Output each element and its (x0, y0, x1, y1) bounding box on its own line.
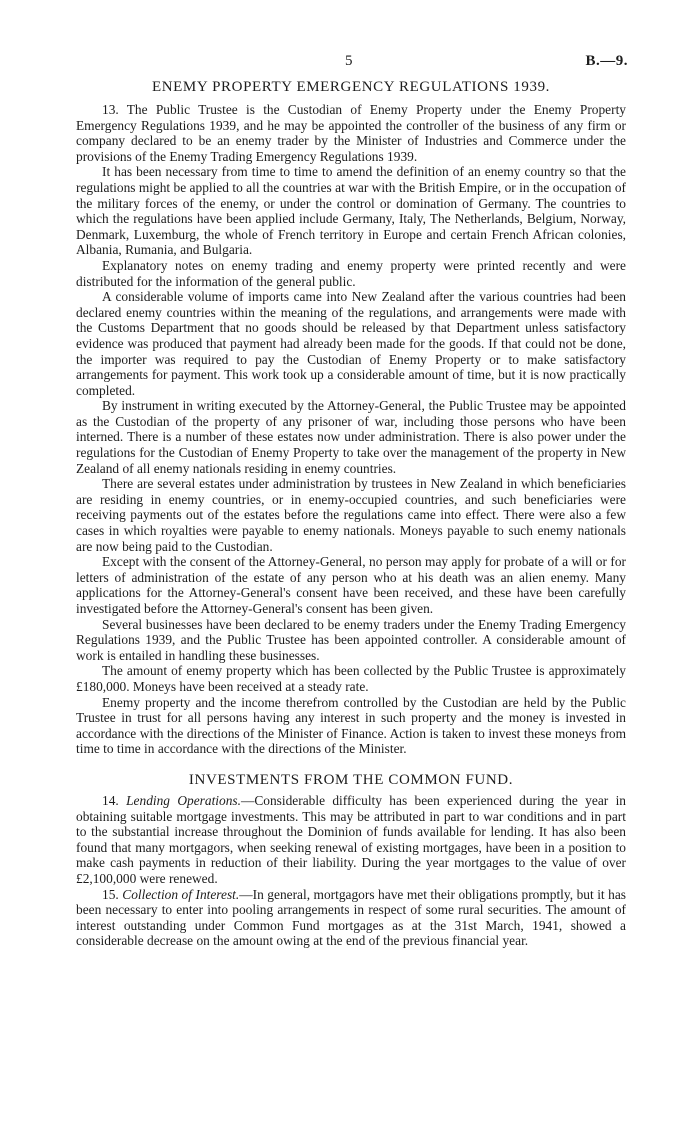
paragraph-beneficiaries: There are several estates under administration by trustees in New Zealand in which beneficiaries are residing in enemy countries, or in enemy-occupied countries, and such beneficiaries were receiving payments out of the estates before the regulations came into effect. There were also a few cases in which royalties were payable to enemy nationals. Moneys payable to such enemy nationals are now being paid to the Custodian. (76, 476, 626, 554)
paragraph-explanatory-notes: Explanatory notes on enemy trading and enemy property were printed recently and were distributed for the information of the general public. (76, 257, 626, 289)
paragraph-attorney-general-consent: Except with the consent of the Attorney-General, no person may apply for probate of a will or for letters of administration of the estate of any person who at his death was an alien enemy. Many applications for the Attorney-General's consent have been received, and these have been carefully investigated before the Attorney-General's consent has been given. (76, 554, 626, 616)
paragraph-14-number: 14. (102, 792, 119, 808)
paragraph-15-number: 15. (102, 886, 119, 902)
page-body (76, 50, 626, 949)
paragraph-trust-investment: Enemy property and the income therefrom controlled by the Custodian are held by the Public Trustee in trust for all persons having any interest in such property and the money is invested in accordance with the directions of the Minister of Finance. Action is taken to invest these moneys from time to time in accordance with the directions of the Minister. (76, 694, 626, 757)
document-reference: B.—9. (585, 53, 628, 69)
paragraph-amount-collected: The amount of enemy property which has been collected by the Public Trustee is approximately £180,000. Moneys have been received at a steady rate. (76, 663, 626, 694)
paragraph-14-text: —Considerable difficulty has been experienced during the year in obtaining suitable mortgage investments. This may be attributed in part to war conditions and in part to the substantial increase throughout the Dominion of funds available for lending. It has also been found that many mortgagors, when seeking renewal of existing mortgages, have been in a position to make cash payments in reduction of their liability. During the year mortgages to the value of over £2,100,000 were renewed. (76, 792, 626, 886)
paragraph-14-title: Lending Operations. (126, 792, 241, 808)
page-number: 5 (345, 53, 353, 69)
paragraph-enemy-traders: Several businesses have been declared to be enemy traders under the Enemy Trading Emergency Regulations 1939, and the Public Trustee has been appointed controller. A considerable amount of work is entailed in handling these businesses. (76, 616, 626, 663)
paragraph-14 (76, 793, 626, 887)
paragraph-15 (76, 887, 626, 949)
section-heading-investments: INVESTMENTS FROM THE COMMON FUND. (188, 771, 514, 788)
paragraph-enemy-countries: It has been necessary from time to time to amend the definition of an enemy country so that the regulations might be applied to all the countries at war with the British Empire, or in the occupation of the military forces of the enemy, or under the control or domination of Germany. The countries to which the regulations have been applied include Germany, Italy, The Netherlands, Belgium, Norway, Denmark, Luxemburg, the whole of French territory in Europe and certain French African colonies, Albania, Rumania, and Bulgaria. (76, 164, 626, 258)
paragraph-15-title: Collection of Interest. (122, 886, 240, 902)
paragraph-prisoners-of-war: By instrument in writing executed by the Attorney-General, the Public Trustee may be appointed as the Custodian of the property of any prisoner of war, including those persons who have been interned. There is a number of these estates now under administration. There is also power under the regulations for the Custodian of Enemy Property to take over the management of the property in New Zealand of all enemy nationals residing in enemy countries. (76, 398, 626, 476)
paragraph-15-text: —In general, mortgagors have met their obligations promptly, but it has been necessary to enter into pooling arrangements in respect of some rural securities. The amount of interest outstanding under Common Fund mortgages as at the 31st March, 1941, showed a considerable decrease on the amount owing at the end of the previous financial year. (76, 886, 626, 949)
section-heading-enemy-property: ENEMY PROPERTY EMERGENCY REGULATIONS 1939. (151, 79, 551, 95)
paragraph-imports: A considerable volume of imports came into New Zealand after the various countries had been declared enemy countries within the meaning of the regulations, and arrangements were made with the Customs Department that no goods should be released by that Department unless satisfactory evidence was produced that payment had already been made for the goods. If that could not be done, the importer was required to pay the Custodian of Enemy Property or to make satisfactory arrangements for payment. This work took up a considerable amount of time, but it is now practically completed. (76, 289, 626, 398)
paragraph-13: 13. The Public Trustee is the Custodian of Enemy Property under the Enemy Property Emergency Regulations 1939, and he may be appointed the controller of the business of any firm or company declared to be an enemy trader by the Minister of Industries and Commerce under the provisions of the Enemy Trading Emergency Regulations 1939. (76, 102, 626, 164)
